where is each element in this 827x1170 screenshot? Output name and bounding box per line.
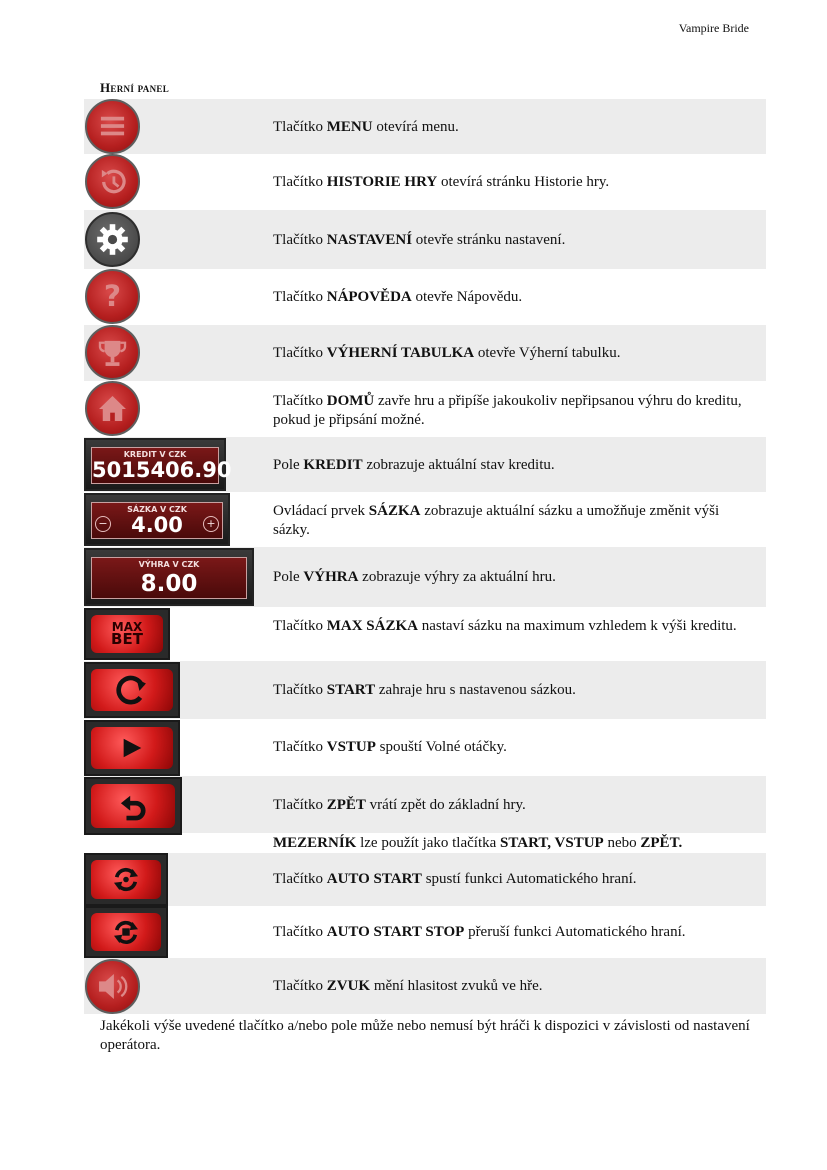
bet-control[interactable]: [84, 493, 230, 546]
history-icon: [85, 154, 140, 209]
row-description: Pole KREDIT zobrazuje aktuální stav kreditu.: [273, 457, 555, 473]
home-icon: [85, 381, 140, 436]
table-row: [84, 661, 766, 719]
max-bet-icon: [84, 608, 170, 660]
row-description: Tlačítko START zahraje hru s nastavenou sázkou.: [273, 682, 576, 698]
back-icon: [84, 777, 182, 835]
row-description: Pole VÝHRA zobrazuje výhry za aktuální hru.: [273, 569, 556, 585]
table-row: [84, 269, 766, 325]
row-description: Tlačítko DOMŮ zavře hru a připíše jakoukoliv nepřipsanou výhru do kreditu, pokud je připsání možné.: [273, 393, 742, 428]
bet-increase-button[interactable]: +: [203, 516, 219, 532]
table-row: [84, 437, 766, 492]
page-header: Vampire Bride: [678, 21, 749, 35]
credit-field: [84, 438, 232, 491]
table-row: [84, 719, 766, 776]
table-row: [84, 325, 766, 381]
row-description: Tlačítko MENU otevírá menu.: [273, 119, 459, 135]
svg-text:?: ?: [103, 278, 122, 314]
table-row: [84, 154, 766, 210]
table-row: [84, 853, 766, 906]
credit-label: KREDIT V CZK: [123, 450, 187, 459]
menu-icon: [85, 99, 140, 154]
play-icon: [84, 720, 180, 776]
auto-start-icon: [84, 853, 168, 906]
credit-value: 5015406.90: [92, 458, 232, 482]
row-description: Tlačítko VÝHERNÍ TABULKA otevře Výherní tabulku.: [273, 345, 621, 361]
row-description: Tlačítko AUTO START STOP přeruší funkci Automatického hraní.: [273, 924, 686, 940]
table-row: [84, 833, 766, 853]
footnote: Jakékoli výše uvedené tlačítko a/nebo pole může nebo nemusí být hráči k dispozici v závislosti od nastavení operátora.: [100, 1018, 750, 1053]
trophy-icon: [85, 325, 140, 380]
row-description: Tlačítko HISTORIE HRY otevírá stránku Historie hry.: [273, 174, 610, 190]
table-row: [84, 958, 766, 1014]
auto-start-stop-icon: [84, 906, 168, 958]
bet-decrease-button[interactable]: −: [95, 516, 111, 532]
section-title: Herní panel: [100, 80, 170, 95]
row-description: Tlačítko AUTO START spustí funkci Automatického hraní.: [273, 871, 637, 887]
row-description: Tlačítko NÁPOVĚDA otevře Nápovědu.: [273, 289, 523, 305]
row-description: MEZERNÍK lze použít jako tlačítka START, VSTUP nebo ZPĚT.: [273, 835, 683, 851]
row-description: Tlačítko VSTUP spouští Volné otáčky.: [273, 739, 507, 755]
row-description: Tlačítko MAX SÁZKA nastaví sázku na maximum vzhledem k výši kreditu.: [273, 618, 737, 634]
bet-value: 4.00: [131, 513, 183, 537]
table-row: [84, 381, 766, 437]
row-description: Ovládací prvek SÁZKA zobrazuje aktuální sázku a umožňuje změnit výši sázky.: [273, 503, 720, 538]
speaker-icon: [85, 959, 140, 1014]
row-description: Tlačítko NASTAVENÍ otevře stránku nastavení.: [273, 232, 566, 248]
question-icon: [85, 269, 140, 324]
table-row: [84, 547, 766, 607]
max-bet-line2: BET: [111, 630, 143, 648]
bet-label: SÁZKA V CZK: [127, 505, 187, 514]
win-field: [84, 548, 254, 606]
row-description: Tlačítko ZVUK mění hlasitost zvuků ve hře.: [273, 978, 543, 994]
win-label: VÝHRA V CZK: [138, 560, 200, 569]
max-bet-line1: MAX: [111, 620, 143, 634]
table-row: [84, 210, 766, 269]
start-icon: [84, 662, 180, 718]
table-row: [84, 99, 766, 154]
table-row: [84, 776, 766, 833]
table-row: [84, 906, 766, 958]
gear-icon: [85, 212, 140, 267]
row-description: Tlačítko ZPĚT vrátí zpět do základní hry.: [273, 797, 526, 813]
win-value: 8.00: [140, 571, 198, 597]
table-row: [84, 607, 766, 661]
table-row: [84, 492, 766, 547]
